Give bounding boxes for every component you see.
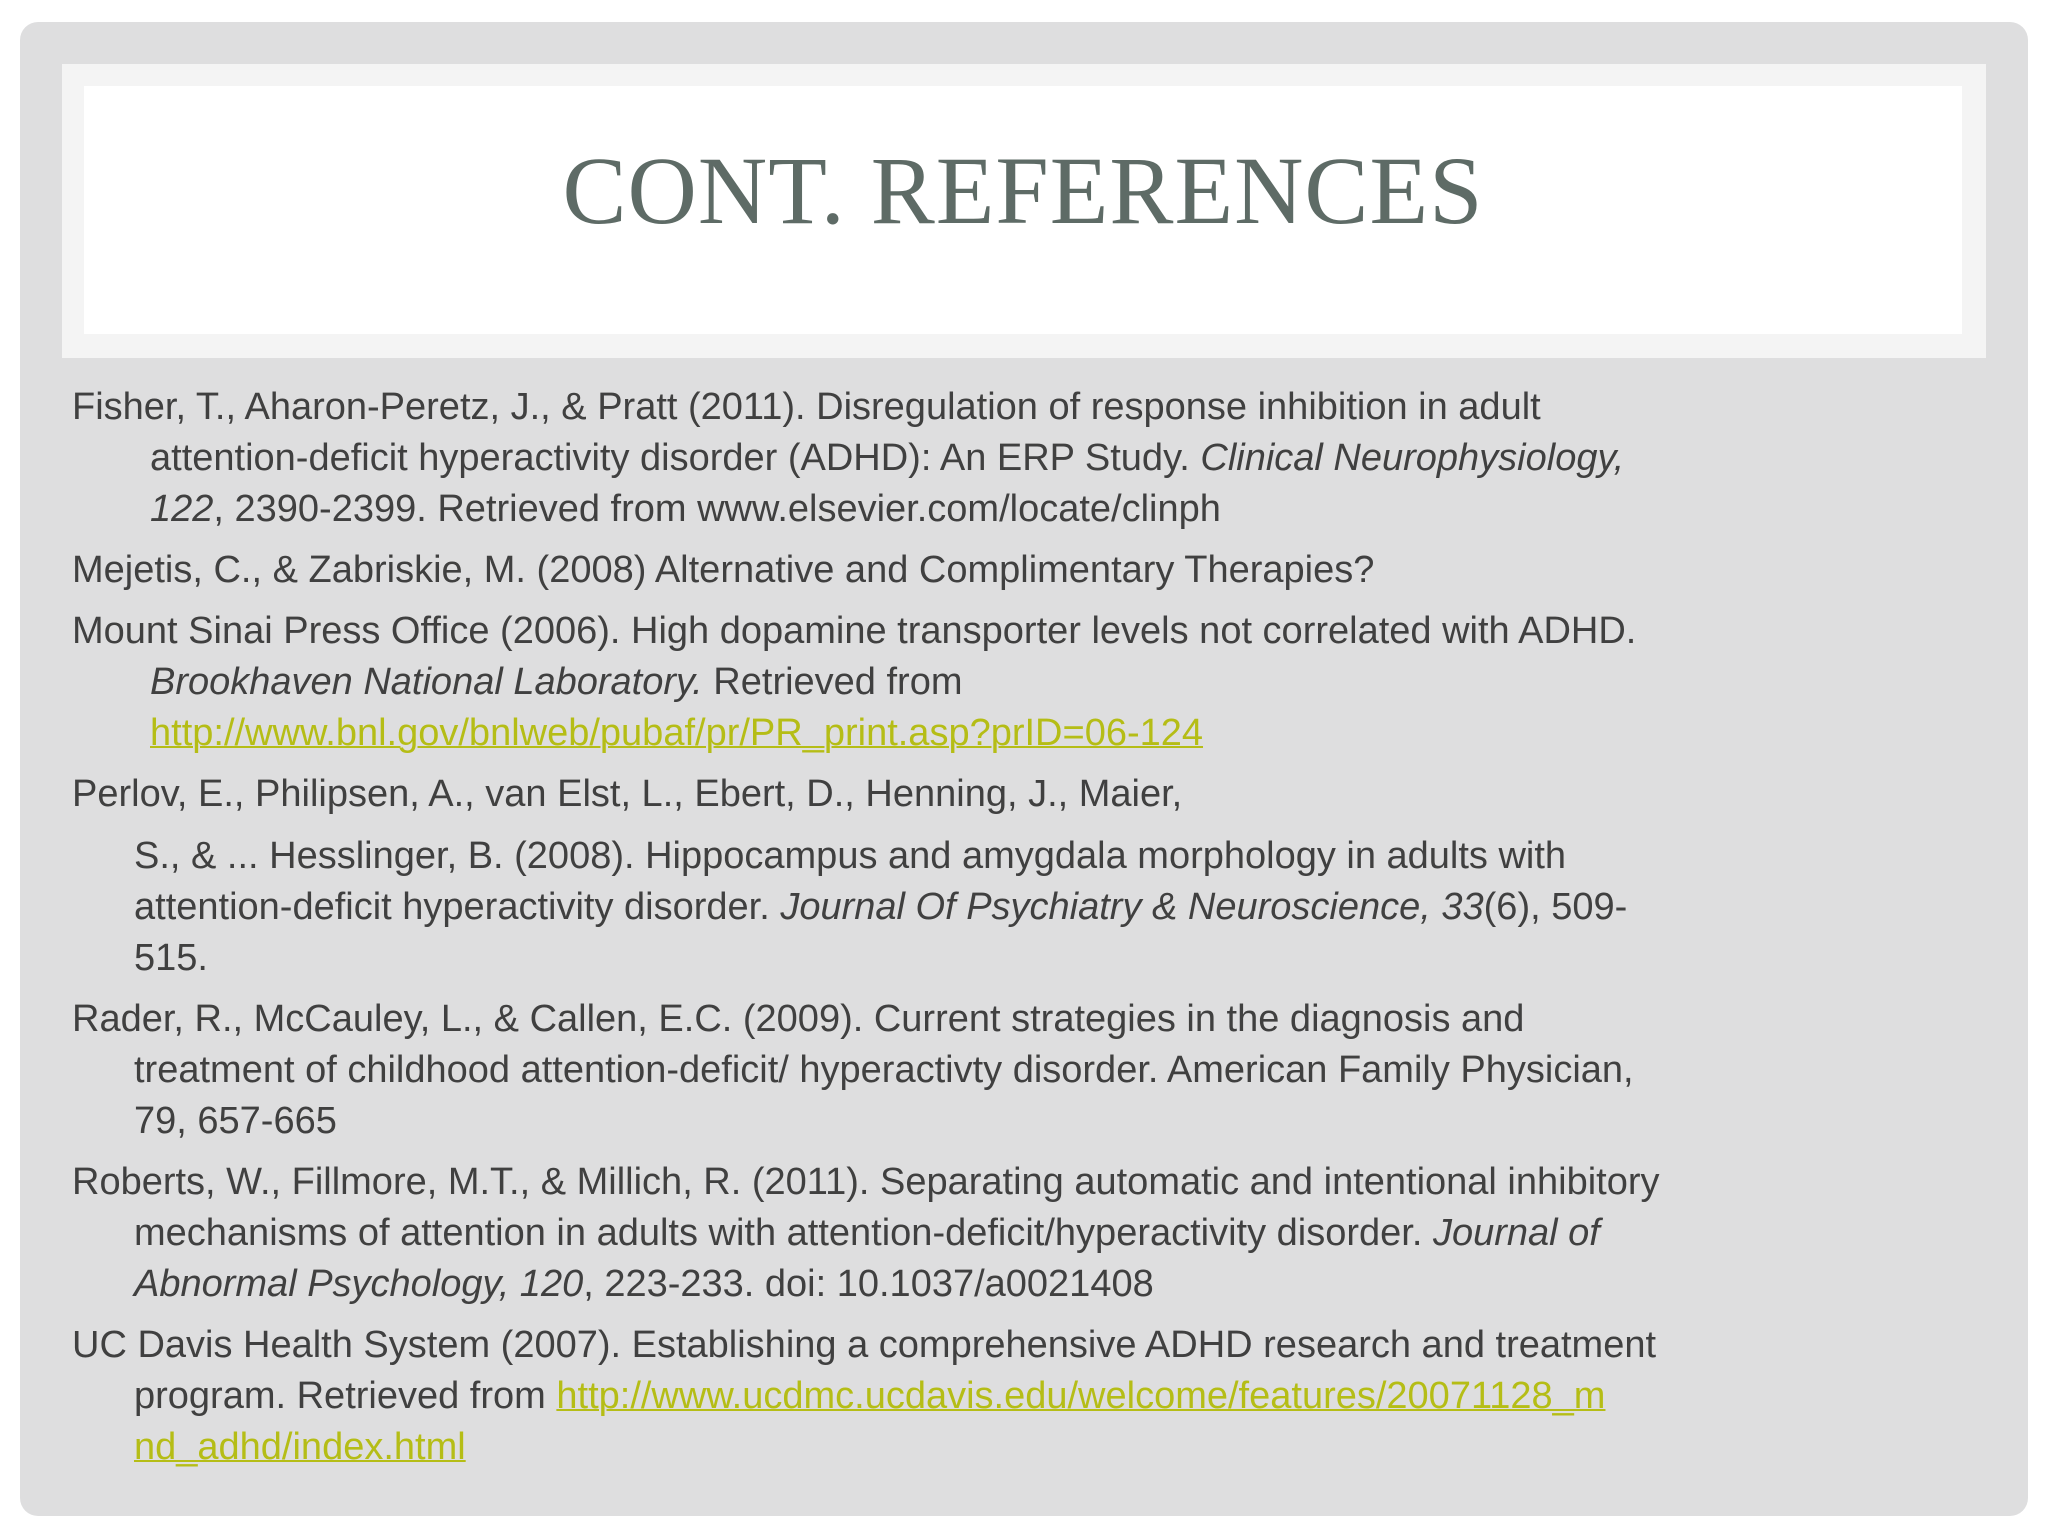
reference-text: program. Retrieved from xyxy=(134,1375,557,1417)
title-box xyxy=(84,86,1962,334)
journal-title: Journal Of Psychiatry & Neuroscience, 33 xyxy=(780,886,1484,928)
reference-text: Mount Sinai Press Office (2006). High dopamine transporter levels not correlated with ADHD. xyxy=(72,610,1637,652)
reference-line xyxy=(72,433,1912,484)
reference-line xyxy=(72,545,1912,596)
reference-line xyxy=(72,882,1912,933)
reference-line xyxy=(72,933,1912,984)
slide-title: CONT. REFERENCES xyxy=(562,136,1484,244)
reference-text: Fisher, T., Aharon-Peretz, J., & Pratt (2011). Disregulation of response inhibition in adult xyxy=(72,386,1541,428)
reference-line xyxy=(72,1371,1912,1422)
reference-text: Perlov, E., Philipsen, A., van Elst, L., Ebert, D., Henning, J., Maier, xyxy=(72,773,1183,815)
journal-title: Abnormal Psychology, 120 xyxy=(134,1263,584,1305)
reference-text: 79, 657-665 xyxy=(134,1100,337,1142)
reference-line xyxy=(72,1208,1912,1259)
reference-text: Roberts, W., Fillmore, M.T., & Millich, R. (2011). Separating automatic and intentional inhibitory xyxy=(72,1161,1660,1203)
reference-line xyxy=(72,1259,1912,1310)
reference-line xyxy=(72,1320,1912,1371)
reference-text: S., & ... Hesslinger, B. (2008). Hippocampus and amygdala morphology in adults with xyxy=(134,835,1567,877)
reference-item xyxy=(72,769,1912,984)
reference-text: , 223-233. doi: 10.1037/a0021408 xyxy=(583,1263,1154,1305)
ucdavis-reference-link[interactable]: http://www.ucdmc.ucdavis.edu/welcome/features/20071128_m xyxy=(556,1375,1606,1417)
reference-line xyxy=(72,657,1912,708)
reference-text: mechanisms of attention in adults with attention-deficit/hyperactivity disorder. xyxy=(134,1212,1433,1254)
reference-line xyxy=(72,994,1912,1045)
reference-text: UC Davis Health System (2007). Establishing a comprehensive ADHD research and treatment xyxy=(72,1324,1657,1366)
reference-item xyxy=(72,1157,1912,1310)
bnl-reference-link[interactable]: http://www.bnl.gov/bnlweb/pubaf/pr/PR_print.asp?prID=06-124 xyxy=(150,712,1204,754)
reference-item xyxy=(72,382,1912,535)
journal-volume: 122 xyxy=(150,488,214,530)
reference-item xyxy=(72,1320,1912,1473)
title-band xyxy=(62,64,1986,358)
reference-item xyxy=(72,545,1912,596)
reference-line xyxy=(72,1157,1912,1208)
reference-line xyxy=(72,769,1912,820)
reference-line xyxy=(72,1096,1912,1147)
reference-text: 515. xyxy=(134,937,208,979)
reference-text: , 2390-2399. Retrieved from www.elsevier.com/locate/clinph xyxy=(213,488,1221,530)
reference-text: Rader, R., McCauley, L., & Callen, E.C. (2009). Current strategies in the diagnosis and xyxy=(72,998,1525,1040)
reference-line xyxy=(72,708,1912,759)
reference-text: (6), 509- xyxy=(1483,886,1628,928)
reference-line xyxy=(72,1045,1912,1096)
reference-line xyxy=(72,1422,1912,1473)
journal-title: Clinical Neurophysiology, xyxy=(1200,437,1625,479)
ucdavis-reference-link-continued[interactable]: nd_adhd/index.html xyxy=(134,1426,466,1468)
reference-item xyxy=(72,606,1912,759)
journal-title: Journal of xyxy=(1432,1212,1600,1254)
slide xyxy=(20,22,2028,1516)
reference-text: attention-deficit hyperactivity disorder (ADHD): An ERP Study. xyxy=(150,437,1201,479)
reference-item xyxy=(72,994,1912,1147)
source-title: Brookhaven National Laboratory. xyxy=(150,661,703,703)
reference-text: treatment of childhood attention-deficit/ hyperactivty disorder. American Family Physician, xyxy=(134,1049,1634,1091)
reference-line xyxy=(72,484,1912,535)
reference-line xyxy=(72,831,1912,882)
reference-line xyxy=(72,382,1912,433)
reference-text: Retrieved from xyxy=(702,661,963,703)
reference-list xyxy=(72,382,1912,1483)
reference-text: Mejetis, C., & Zabriskie, M. (2008) Alternative and Complimentary Therapies? xyxy=(72,549,1375,591)
reference-line xyxy=(72,606,1912,657)
reference-text: attention-deficit hyperactivity disorder. xyxy=(134,886,781,928)
